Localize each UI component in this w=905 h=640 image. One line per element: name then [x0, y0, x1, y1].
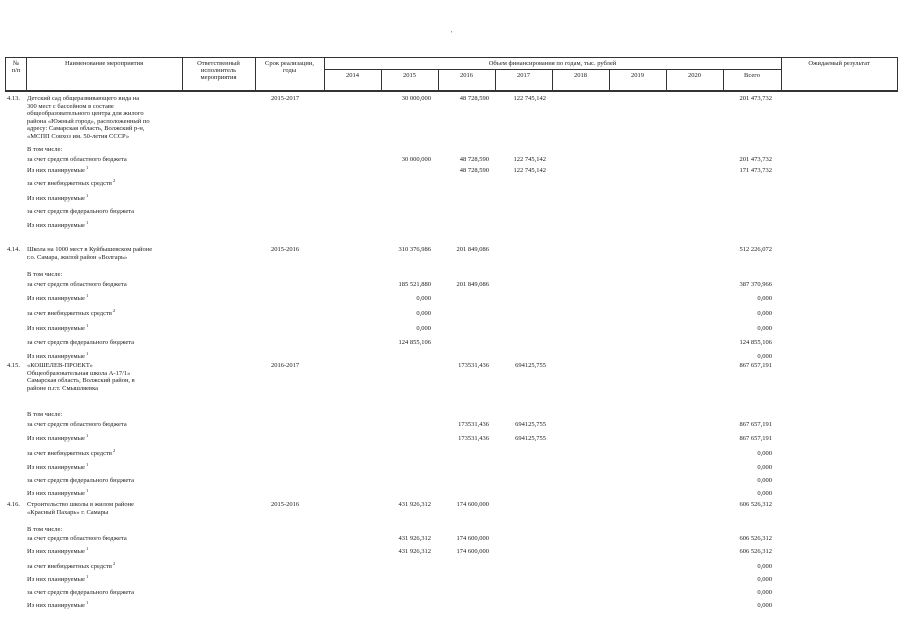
header-year-2019: 2019	[631, 72, 644, 79]
funding-source-text: Из них планируемые	[27, 222, 85, 229]
item-term: 2015-2017	[271, 95, 300, 102]
row-value-2015: 0,000	[416, 295, 431, 302]
row-value-2015: 30 000,000	[401, 156, 431, 163]
funding-row-label	[27, 339, 134, 347]
item-value-2016: 48 728,590	[459, 95, 489, 102]
item-value-2015: 431 926,312	[398, 501, 431, 508]
header-year-2018: 2018	[574, 72, 587, 79]
footnote-mark: 1	[84, 432, 89, 438]
including-label: В том числе:	[27, 411, 63, 418]
item-value-total: 606 526,312	[739, 501, 772, 508]
header-year-2015: 2015	[403, 72, 416, 79]
header-year-2014: 2014	[346, 72, 359, 79]
funding-row-label	[27, 432, 89, 443]
funding-source-text: за счет средств федерального бюджета	[27, 208, 135, 215]
funding-source-text: Из них планируемые	[27, 325, 85, 332]
row-value-total: 0,000	[757, 563, 772, 570]
item-number: 4.13.	[7, 95, 20, 102]
item-title-line: Детский сад общеразвивающего вида на	[27, 95, 140, 102]
item-value-2017: 694125,755	[515, 362, 546, 369]
item-value-2016: 174 600,000	[456, 501, 489, 508]
item-title-line: «МСПП Совхоз им. 50-летия СССР»	[27, 133, 130, 140]
footnote-mark: 1	[84, 350, 89, 356]
funding-source-text: Из них планируемые	[27, 435, 85, 442]
item-title-line: общеобразовательного центра для жилого	[27, 110, 144, 118]
row-value-2015: 431 926,312	[398, 535, 431, 542]
including-label: В том числе:	[27, 146, 63, 153]
footnote-mark: 1	[84, 292, 89, 298]
funding-source-text: Из них планируемые	[27, 490, 85, 497]
row-value-2017: 122 745,142	[513, 156, 546, 163]
funding-row-label	[27, 487, 89, 498]
row-value-total: 171 473,732	[739, 167, 772, 174]
item-value-2015: 30 000,000	[401, 95, 431, 102]
footnote-mark: 2	[111, 447, 116, 453]
including-label: В том числе:	[27, 526, 63, 533]
funding-row-label	[27, 292, 89, 303]
item-title-line: адресу: Самарская область, Волжский р-н,	[27, 125, 145, 133]
footnote-mark: 1	[84, 545, 89, 551]
funding-row-label	[27, 322, 89, 333]
row-value-2016: 173531,436	[458, 421, 489, 428]
row-value-total: 0,000	[757, 576, 772, 583]
funding-row-label	[27, 192, 89, 203]
footnote-mark: 1	[84, 599, 89, 605]
row-value-total: 0,000	[757, 325, 772, 332]
funding-source-text: за счет средств областного бюджета	[27, 535, 127, 542]
header-funding: Объем финансирования по годам, тыс. рублей	[488, 60, 617, 67]
funding-row-label	[27, 208, 134, 216]
funding-source-text: за счет средств областного бюджета	[27, 281, 127, 288]
item-value-2016: 201 849,086	[456, 246, 489, 253]
row-value-total: 0,000	[757, 477, 772, 484]
header-year-2020: 2020	[688, 72, 701, 79]
funding-row-label	[27, 447, 116, 458]
footnote-mark: 1	[84, 219, 89, 225]
item-value-total: 512 226,072	[739, 246, 772, 253]
funding-row-label	[27, 156, 127, 164]
row-value-2016: 48 728,590	[459, 167, 489, 174]
row-value-2015: 431 926,312	[398, 548, 431, 555]
item-value-total: 867 657,191	[739, 362, 772, 369]
header-term: Срок реализации, годы	[264, 60, 314, 74]
funding-row-label	[27, 535, 127, 543]
funding-source-text: за счет внебюджетных средств	[27, 180, 112, 187]
funding-source-text: Из них планируемые	[27, 295, 85, 302]
item-title-line: Самарская область, Волжский район, в	[27, 377, 135, 385]
row-value-2017: 122 745,142	[513, 167, 546, 174]
funding-row-label	[27, 350, 89, 361]
row-value-total: 201 473,732	[739, 156, 772, 163]
funding-source-text: Из них планируемые	[27, 195, 85, 202]
row-value-2016: 174 600,000	[456, 535, 489, 542]
funding-row-label	[27, 545, 89, 556]
item-title-line: г.о. Самара, жилой район «Волгарь»	[27, 253, 128, 261]
including-label: В том числе:	[27, 271, 63, 278]
footnote-mark: 2	[111, 307, 116, 313]
funding-row-label	[27, 477, 134, 485]
item-title-line: Общеобразовательная школа А-17/1»	[27, 369, 131, 377]
row-value-total: 0,000	[757, 353, 772, 360]
row-value-total: 867 657,191	[739, 435, 772, 442]
funding-source-text: за счет средств федерального бюджета	[27, 477, 135, 484]
funding-row-label	[27, 177, 116, 188]
funding-source-text: за счет внебюджетных средств	[27, 310, 112, 317]
funding-source-text: Из них планируемые	[27, 353, 85, 360]
funding-row-label	[27, 461, 89, 472]
item-value-total: 201 473,732	[739, 95, 772, 102]
row-value-total: 606 526,312	[739, 548, 772, 555]
footnote-mark: 1	[84, 461, 89, 467]
item-title-line: «Красный Пахарь» г. Самары	[27, 508, 109, 516]
funding-source-text: за счет внебюджетных средств	[27, 450, 112, 457]
funding-source-text: за счет средств областного бюджета	[27, 421, 127, 428]
item-value-2015: 310 376,986	[398, 246, 431, 253]
funding-row-label	[27, 421, 127, 429]
scan-mark: '	[451, 30, 453, 38]
footnote-mark: 2	[111, 560, 116, 566]
funding-source-text: за счет средств федерального бюджета	[27, 589, 135, 596]
row-value-total: 387 370,966	[739, 281, 772, 288]
footnote-mark: 1	[84, 573, 89, 579]
funding-source-text: Из них планируемые	[27, 576, 85, 583]
funding-source-text: Из них планируемые	[27, 167, 85, 174]
funding-row-label	[27, 599, 89, 610]
header-name: Наименование мероприятия	[64, 60, 144, 67]
funding-source-text: за счет средств федерального бюджета	[27, 339, 135, 346]
row-value-2017: 694125,755	[515, 421, 546, 428]
row-value-total: 0,000	[757, 295, 772, 302]
header-bottom-rule	[5, 91, 898, 92]
row-value-2015: 0,000	[416, 310, 431, 317]
row-value-total: 867 657,191	[739, 421, 772, 428]
funding-row-label	[27, 219, 89, 230]
row-value-total: 0,000	[757, 450, 772, 457]
item-number: 4.15.	[7, 362, 20, 369]
item-title-line: района «Южный город», расположенный по	[27, 117, 150, 125]
item-title-line: районе п.г.т. Смышляевка	[27, 384, 99, 392]
item-number: 4.14.	[7, 246, 20, 253]
row-value-total: 124 855,106	[739, 339, 772, 346]
funding-row-label	[27, 164, 89, 175]
row-value-total: 0,000	[757, 310, 772, 317]
funding-source-text: Из них планируемые	[27, 548, 85, 555]
funding-source-text: за счет внебюджетных средств	[27, 563, 112, 570]
row-value-total: 0,000	[757, 464, 772, 471]
header-total: Всего	[744, 72, 760, 79]
item-value-2017: 122 745,142	[513, 95, 546, 102]
row-value-2016: 174 600,000	[456, 548, 489, 555]
item-title-line: Школа на 1000 мест в Куйбышевском районе	[27, 246, 153, 253]
row-value-2016: 201 849,086	[456, 281, 489, 288]
row-value-2016: 48 728,590	[459, 156, 489, 163]
header-year-2016: 2016	[460, 72, 473, 79]
row-value-total: 0,000	[757, 490, 772, 497]
header-responsible: Ответственный исполнитель мероприятия	[197, 60, 240, 81]
footnote-mark: 2	[111, 177, 116, 183]
row-value-2016: 173531,436	[458, 435, 489, 442]
footnote-mark: 1	[84, 192, 89, 198]
item-term: 2015-2016	[271, 501, 300, 508]
item-number: 4.16.	[7, 501, 20, 508]
row-value-2017: 694125,755	[515, 435, 546, 442]
row-value-2015: 124 855,106	[398, 339, 431, 346]
footnote-mark: 1	[84, 322, 89, 328]
header-year-2017: 2017	[517, 72, 530, 79]
item-title-line: Строительство школы в жилом районе	[27, 501, 134, 508]
funding-row-label	[27, 307, 116, 318]
funding-row-label	[27, 589, 134, 597]
header-result: Ожидаемый результат	[808, 60, 870, 67]
funding-row-label	[27, 560, 116, 571]
row-value-2015: 0,000	[416, 325, 431, 332]
item-title-line: «КОШЕЛЕВ-ПРОЕКТ»	[27, 362, 93, 369]
item-term: 2015-2016	[271, 246, 300, 253]
footnote-mark: 1	[84, 164, 89, 170]
row-value-total: 0,000	[757, 589, 772, 596]
item-value-2016: 173531,436	[458, 362, 489, 369]
header-number: № п/п	[11, 60, 21, 74]
item-title-line: 300 мест с бассейном в составе	[27, 102, 114, 110]
funding-source-text: Из них планируемые	[27, 464, 85, 471]
row-value-total: 606 526,312	[739, 535, 772, 542]
item-term: 2016-2017	[271, 362, 300, 369]
funding-source-text: Из них планируемые	[27, 602, 85, 609]
footnote-mark: 1	[84, 487, 89, 493]
row-value-total: 0,000	[757, 602, 772, 609]
funding-row-label	[27, 573, 89, 584]
table-header	[5, 57, 898, 91]
funding-source-text: за счет средств областного бюджета	[27, 156, 127, 163]
row-value-2015: 185 521,880	[398, 281, 431, 288]
funding-row-label	[27, 281, 127, 289]
